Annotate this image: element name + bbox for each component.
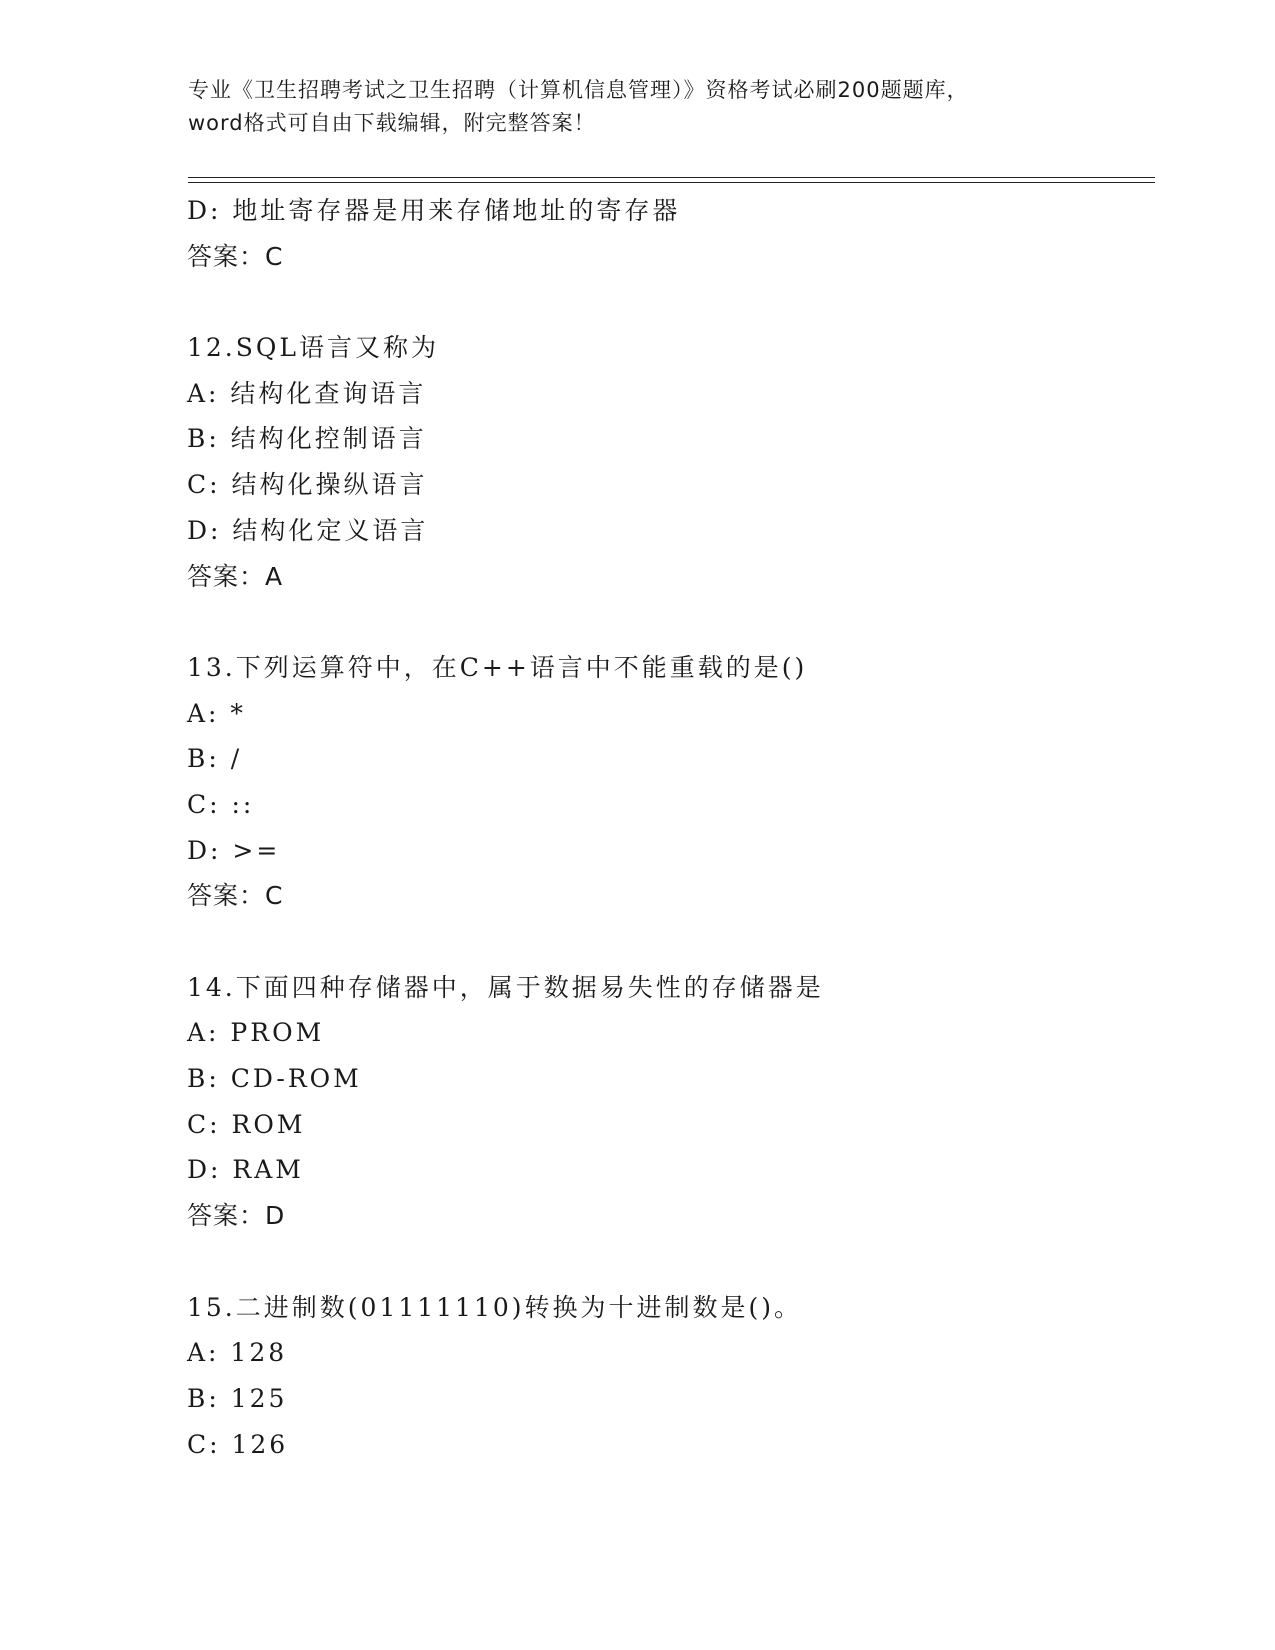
header-title-line-1: 专业《卫生招聘考试之卫生招聘（计算机信息管理）》资格考试必刷200题题库， — [188, 78, 969, 102]
option-b: B: / — [187, 744, 243, 774]
answer-label: 答案：A — [187, 561, 284, 591]
spacer — [187, 599, 1187, 645]
question-text: 14.下面四种存储器中，属于数据易失性的存储器是 — [187, 972, 824, 1002]
question-text: 13.下列运算符中，在C++语言中不能重载的是() — [187, 652, 808, 682]
question-12 — [187, 325, 1187, 599]
option-d: D: 地址寄存器是用来存储地址的寄存器 — [187, 196, 681, 225]
option-b: B: 125 — [187, 1383, 288, 1413]
question-text: 12.SQL语言又称为 — [187, 333, 439, 363]
header-divider-bottom — [188, 182, 1155, 183]
option-a: A: * — [187, 698, 246, 728]
spacer — [187, 279, 1187, 325]
question-11-tail — [187, 188, 1187, 279]
option-c: C: 126 — [187, 1429, 289, 1459]
question-15 — [187, 1285, 1187, 1468]
answer-label: 答案：C — [187, 881, 284, 911]
option-a: A: 128 — [187, 1338, 288, 1368]
spacer — [187, 1239, 1187, 1285]
option-d: D: RAM — [187, 1155, 304, 1185]
option-a: A: PROM — [187, 1018, 325, 1048]
option-c: C: ROM — [187, 1109, 306, 1139]
option-d: D: 结构化定义语言 — [187, 515, 429, 545]
option-b: B: 结构化控制语言 — [187, 424, 427, 454]
question-text: 15.二进制数(01111110)转换为十进制数是()。 — [187, 1292, 803, 1322]
answer-label: 答案：D — [187, 1201, 286, 1231]
question-13 — [187, 645, 1187, 919]
document-header — [188, 74, 1088, 140]
option-c: C: :: — [187, 789, 255, 819]
option-d: D: >= — [187, 835, 281, 865]
header-divider-top — [188, 177, 1155, 178]
question-list — [187, 188, 1187, 1467]
answer-label: 答案：C — [187, 241, 284, 271]
spacer — [187, 919, 1187, 965]
option-b: B: CD-ROM — [187, 1064, 362, 1094]
question-14 — [187, 965, 1187, 1239]
header-title-line-2: word格式可自由下载编辑，附完整答案！ — [188, 111, 596, 135]
option-a: A: 结构化查询语言 — [187, 378, 427, 408]
option-c: C: 结构化操纵语言 — [187, 470, 428, 500]
